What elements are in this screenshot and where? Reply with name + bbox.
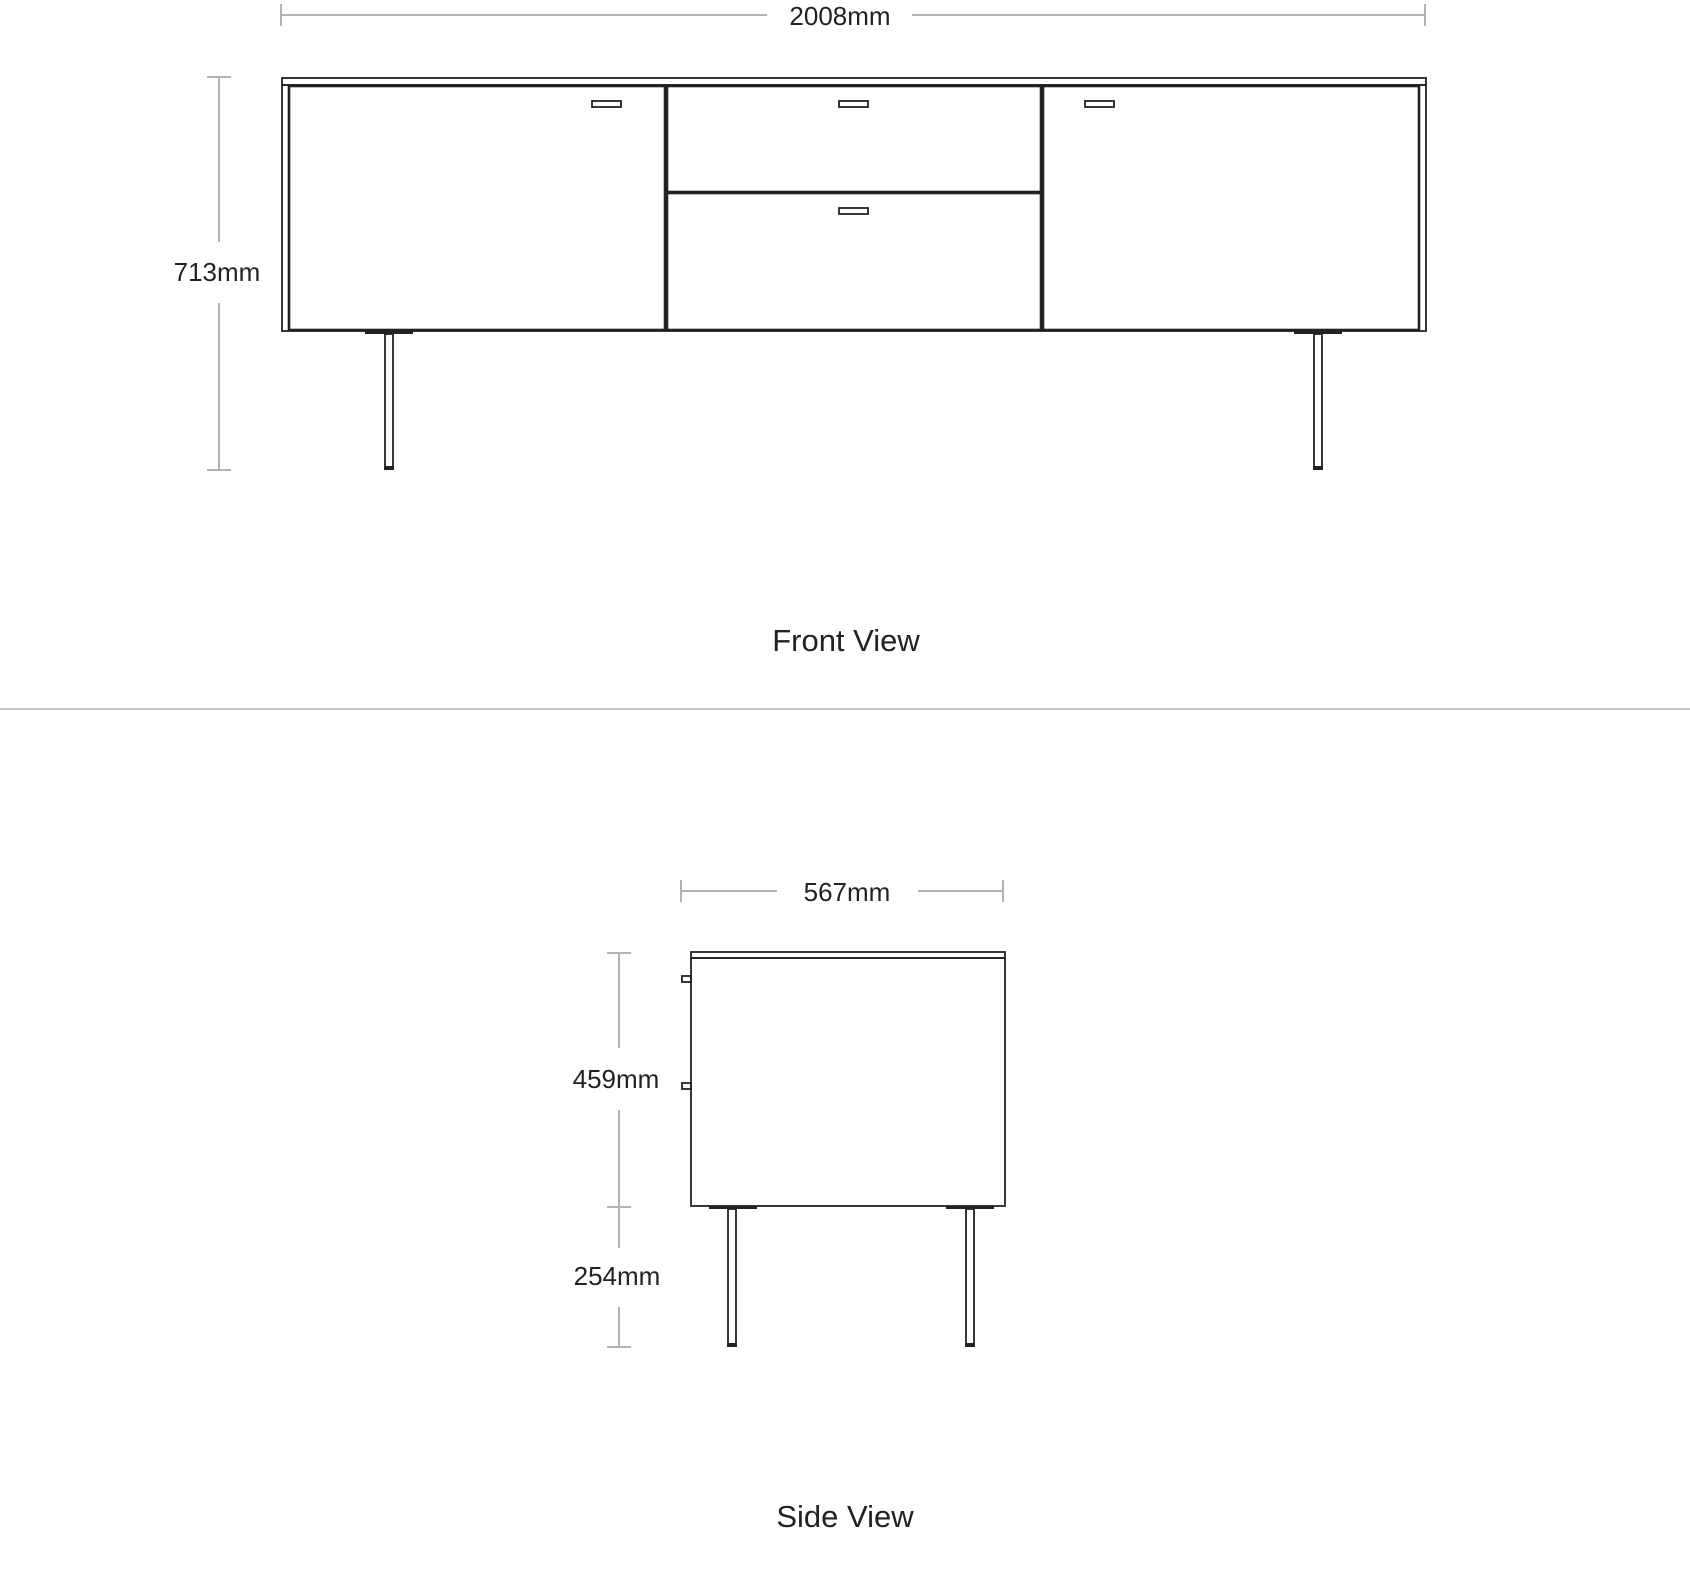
front-view-section [0, 0, 1690, 709]
right-door [1043, 86, 1419, 330]
depth-dimension [681, 877, 1003, 907]
bottom-drawer-handle [839, 208, 868, 214]
credenza-front [282, 78, 1426, 470]
side-view-caption: Side View [776, 1499, 914, 1534]
leg-height-label: 254mm [573, 1261, 661, 1291]
side-left-leg [728, 1209, 736, 1345]
side-right-leg [966, 1209, 974, 1345]
left-door [289, 86, 665, 330]
width-dimension [281, 1, 1425, 31]
left-door-handle [592, 101, 621, 107]
body-height-dimension [573, 953, 660, 1207]
left-leg [385, 334, 393, 468]
section-divider [0, 708, 1690, 710]
side-upper-handle [682, 976, 691, 982]
side-left-leg-foot [727, 1343, 737, 1347]
side-right-leg-foot [965, 1343, 975, 1347]
width-label: 2008mm [789, 1, 891, 31]
body-height-label: 459mm [572, 1064, 660, 1094]
right-door-handle [1085, 101, 1114, 107]
depth-label: 567mm [803, 877, 891, 907]
leg-height-dimension [574, 1207, 661, 1347]
top-drawer-handle [839, 101, 868, 107]
height-label: 713mm [173, 257, 261, 287]
credenza-side [682, 952, 1005, 1347]
front-view-drawing [0, 0, 1690, 709]
right-leg-foot [1313, 466, 1323, 470]
height-dimension [174, 77, 261, 470]
left-leg-foot [384, 466, 394, 470]
front-view-caption: Front View [772, 623, 920, 658]
side-lower-handle [682, 1083, 691, 1089]
top-panel [282, 78, 1426, 85]
side-view-drawing [0, 711, 1690, 1588]
side-body [691, 958, 1005, 1206]
side-view-section [0, 711, 1690, 1588]
top-drawer [667, 86, 1041, 192]
side-top-panel [691, 952, 1005, 958]
right-leg [1314, 334, 1322, 468]
